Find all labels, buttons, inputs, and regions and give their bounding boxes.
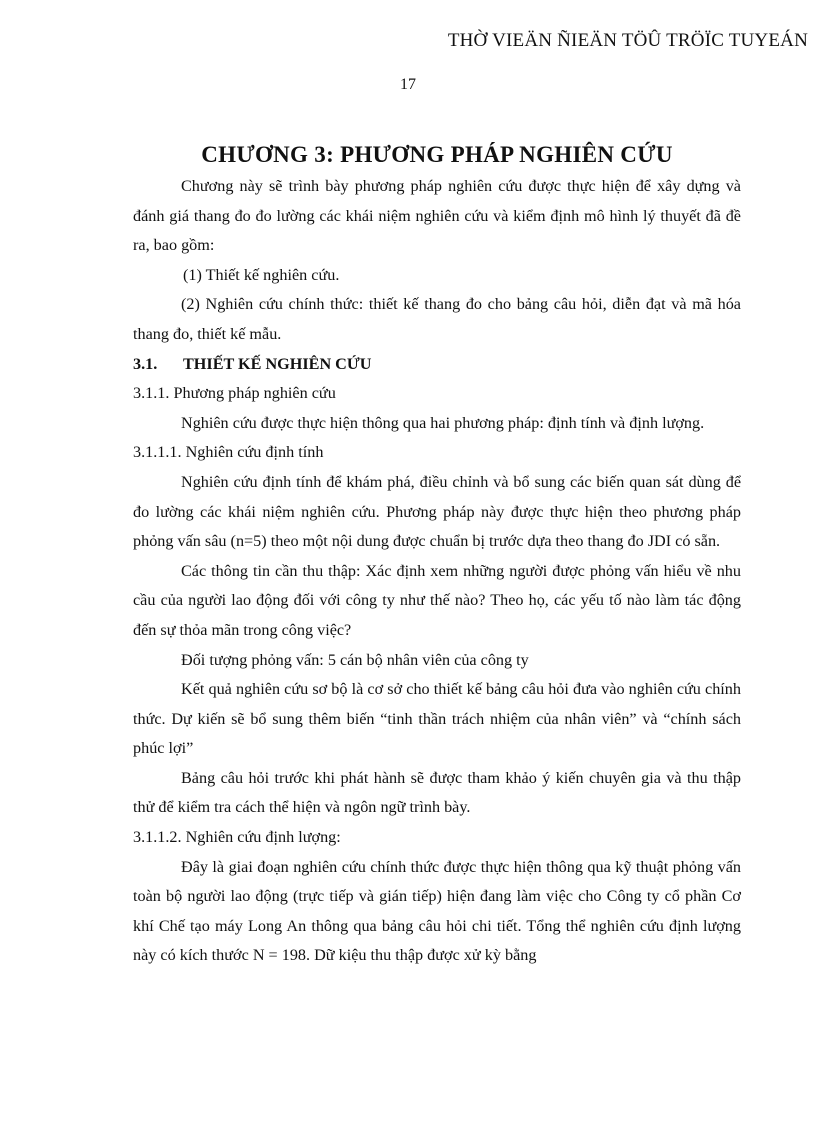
chapter-title: CHƯƠNG 3: PHƯƠNG PHÁP NGHIÊN CỨU bbox=[201, 142, 673, 167]
section-heading-3-1 bbox=[133, 350, 741, 380]
list-item-1: (1) Thiết kế nghiên cứu. bbox=[183, 265, 340, 284]
qualitative-paragraph-5: Bảng câu hỏi trước khi phát hành sẽ được tham khảo ý kiến chuyên gia và thu thập thử để kiểm tra cách thể hiện và ngôn ngữ trình bày. bbox=[133, 768, 741, 817]
page-content bbox=[133, 140, 741, 971]
qualitative-paragraph-1: Nghiên cứu định tính để khám phá, điều chỉnh và bổ sung các biến quan sát dùng để đo lường các khái niệm nghiên cứu. Phương pháp này được thực hiện theo phương pháp phỏng vấn sâu (n=5) theo một nội dung được chuẩn bị trước dựa theo thang đo JDI có sẵn. bbox=[133, 472, 741, 551]
page-number: 17 bbox=[400, 76, 416, 93]
running-header: THỜ VIEÄN ÑIEÄN TÖÛ TRÖÏC TUYEÁN bbox=[447, 30, 808, 51]
quantitative-paragraph-1: Đây là giai đoạn nghiên cứu chính thức được thực hiện thông qua kỹ thuật phỏng vấn toàn bộ người lao động (trực tiếp và gián tiếp) hiện đang làm việc cho Công ty cổ phần Cơ khí Chế tạo máy Long An thông qua bảng câu hỏi chi tiết. Tổng thể nghiên cứu định lượng này có kích thước N = 198. Dữ kiệu thu thập được xử kỳ bằng bbox=[133, 857, 741, 965]
section-number: 3.1. bbox=[133, 354, 158, 373]
intro-paragraph: Chương này sẽ trình bày phương pháp nghiên cứu được thực hiện để xây dựng và đánh giá thang đo đo lường các khái niệm nghiên cứu và kiểm định mô hình lý thuyết đã đề ra, bao gồm: bbox=[133, 177, 741, 255]
qualitative-paragraph-3: Đối tượng phỏng vấn: 5 cán bộ nhân viên của công ty bbox=[181, 650, 529, 669]
section-title: THIẾT KẾ NGHIÊN CỨU bbox=[183, 354, 372, 373]
heading-3-1-1: 3.1.1. Phương pháp nghiên cứu bbox=[133, 384, 336, 403]
qualitative-paragraph-4: Kết quả nghiên cứu sơ bộ là cơ sở cho thiết kế bảng câu hỏi đưa vào nghiên cứu chính thức. Dự kiến sẽ bổ sung thêm biến “tinh thần trách nhiệm của nhân viên” và “chính sách phúc lợi” bbox=[133, 680, 741, 758]
heading-3-1-1-2: 3.1.1.2. Nghiên cứu định lượng: bbox=[133, 828, 341, 847]
list-item-2: (2) Nghiên cứu chính thức: thiết kế thang đo cho bảng câu hỏi, diễn đạt và mã hóa thang đo, thiết kế mẫu. bbox=[133, 295, 741, 343]
heading-3-1-1-1: 3.1.1.1. Nghiên cứu định tính bbox=[133, 443, 324, 462]
qualitative-paragraph-2: Các thông tin cần thu thập: Xác định xem những người được phỏng vấn hiểu về nhu cầu của người lao động đối với công ty như thế nào? Theo họ, các yếu tố nào làm tác động đến sự thỏa mãn trong công việc? bbox=[133, 561, 741, 639]
paragraph-3-1-1: Nghiên cứu được thực hiện thông qua hai phương pháp: định tính và định lượng. bbox=[181, 413, 705, 432]
